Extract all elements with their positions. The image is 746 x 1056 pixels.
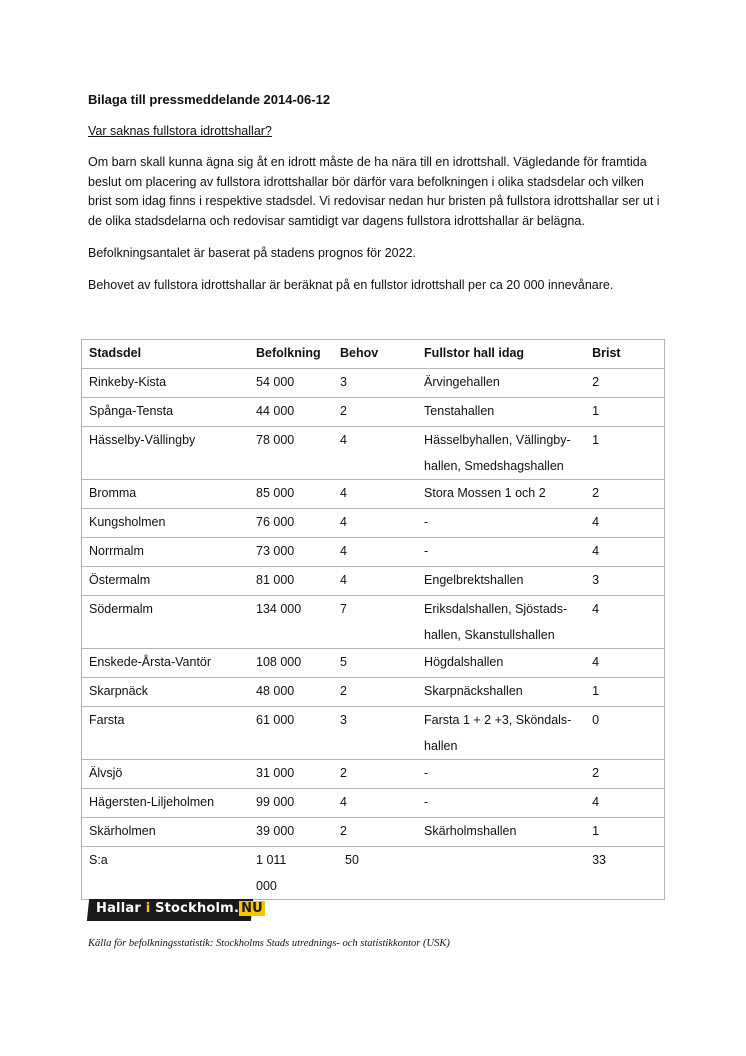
source-citation: Källa för befolkningsstatistik: Stockholms Stads utrednings- och statistikkontor (USK)	[88, 938, 450, 949]
cell-brist: 1	[585, 678, 664, 707]
cell-stadsdel: Enskede-Årsta-Vantör	[82, 649, 250, 678]
hall-line-2: hallen, Smedshagshallen	[424, 459, 564, 473]
cell-hall	[417, 789, 585, 818]
table-row	[82, 398, 665, 427]
cell-behov: 4	[333, 480, 417, 509]
cell-befolkning: 48 000	[249, 678, 333, 707]
cell-hall	[417, 509, 585, 538]
table-row	[82, 369, 665, 398]
cell-behov: 4	[333, 789, 417, 818]
cell-behov: 4	[333, 509, 417, 538]
hall-line-1: -	[424, 795, 429, 809]
cell-behov: 3	[333, 707, 417, 760]
logo-nu: NU	[241, 901, 263, 916]
cell-brist: 4	[585, 596, 664, 649]
cell-brist: 4	[585, 649, 664, 678]
total-hall	[417, 847, 585, 900]
logo-text	[96, 901, 271, 916]
cell-hall	[417, 818, 585, 847]
logo-word-i: i	[145, 901, 151, 916]
cell-stadsdel: Skarpnäck	[82, 678, 250, 707]
cell-behov: 2	[333, 398, 417, 427]
table-row	[82, 427, 665, 480]
cell-stadsdel: Kungsholmen	[82, 509, 250, 538]
cell-brist: 4	[585, 509, 664, 538]
cell-hall	[417, 538, 585, 567]
logo-exclamation: !	[264, 901, 272, 916]
header-hall: Fullstor hall idag	[417, 340, 585, 369]
total-behov: 50	[333, 847, 417, 900]
table-row	[82, 707, 665, 760]
cell-behov: 3	[333, 369, 417, 398]
population-basis-paragraph: Befolkningsantalet är baserat på stadens prognos för 2022.	[88, 246, 416, 260]
table-body	[82, 369, 665, 900]
header-brist: Brist	[585, 340, 664, 369]
cell-behov: 4	[333, 538, 417, 567]
cell-behov: 7	[333, 596, 417, 649]
hall-line-1: Hässelbyhallen, Vällingby-	[424, 433, 571, 447]
hall-line-1: Högdalshallen	[424, 655, 504, 669]
cell-brist: 2	[585, 760, 664, 789]
hall-line-2: hallen, Skanstullshallen	[424, 628, 555, 642]
cell-befolkning: 78 000	[249, 427, 333, 480]
header-befolkning: Befolkning	[249, 340, 333, 369]
cell-stadsdel: Södermalm	[82, 596, 250, 649]
cell-befolkning: 39 000	[249, 818, 333, 847]
cell-behov: 2	[333, 818, 417, 847]
cell-brist: 2	[585, 480, 664, 509]
hall-line-1: Engelbrektshallen	[424, 573, 524, 587]
table-header-row	[82, 340, 665, 369]
cell-hall	[417, 427, 585, 480]
cell-hall	[417, 678, 585, 707]
cell-stadsdel: Hässelby-Vällingby	[82, 427, 250, 480]
hall-line-1: Ärvingehallen	[424, 375, 500, 389]
header-stadsdel: Stadsdel	[82, 340, 250, 369]
cell-stadsdel: Skärholmen	[82, 818, 250, 847]
cell-hall	[417, 760, 585, 789]
table-row	[82, 789, 665, 818]
cell-behov: 4	[333, 567, 417, 596]
cell-befolkning: 76 000	[249, 509, 333, 538]
table-row	[82, 678, 665, 707]
cell-brist: 3	[585, 567, 664, 596]
need-calculation-paragraph: Behovet av fullstora idrottshallar är beräknat på en fullstor idrottshall per ca 20 000 innevånare.	[88, 278, 614, 292]
cell-befolkning: 31 000	[249, 760, 333, 789]
cell-brist: 1	[585, 398, 664, 427]
hall-line-1: Stora Mossen 1 och 2	[424, 486, 546, 500]
table-row	[82, 509, 665, 538]
logo-word-hallar: Hallar	[96, 901, 141, 916]
cell-stadsdel: Bromma	[82, 480, 250, 509]
cell-befolkning: 44 000	[249, 398, 333, 427]
cell-befolkning: 61 000	[249, 707, 333, 760]
cell-behov: 2	[333, 760, 417, 789]
logo-dot: .	[233, 901, 240, 916]
hall-line-1: Skärholmshallen	[424, 824, 517, 838]
cell-brist: 4	[585, 789, 664, 818]
hall-line-2: hallen	[424, 739, 458, 753]
hall-line-1: Skarpnäckshallen	[424, 684, 523, 698]
cell-stadsdel: Farsta	[82, 707, 250, 760]
cell-befolkning: 108 000	[249, 649, 333, 678]
header-behov: Behov	[333, 340, 417, 369]
cell-stadsdel: Älvsjö	[82, 760, 250, 789]
hall-line-1: Farsta 1 + 2 +3, Sköndals-	[424, 713, 572, 727]
cell-stadsdel: Hägersten-Liljeholmen	[82, 789, 250, 818]
cell-befolkning: 54 000	[249, 369, 333, 398]
cell-befolkning: 73 000	[249, 538, 333, 567]
table-row	[82, 480, 665, 509]
cell-befolkning: 81 000	[249, 567, 333, 596]
cell-befolkning: 134 000	[249, 596, 333, 649]
cell-behov: 4	[333, 427, 417, 480]
cell-hall	[417, 567, 585, 596]
cell-stadsdel: Norrmalm	[82, 538, 250, 567]
table-row	[82, 596, 665, 649]
table-row	[82, 760, 665, 789]
table-total-row	[82, 847, 665, 900]
total-brist: 33	[585, 847, 664, 900]
cell-hall	[417, 398, 585, 427]
cell-behov: 2	[333, 678, 417, 707]
hall-line-1: Tenstahallen	[424, 404, 495, 418]
cell-brist: 4	[585, 538, 664, 567]
total-befolkning: 1 011 000	[249, 847, 333, 900]
cell-brist: 1	[585, 818, 664, 847]
document-title: Bilaga till pressmeddelande 2014-06-12	[88, 92, 331, 107]
cell-brist: 0	[585, 707, 664, 760]
cell-hall	[417, 649, 585, 678]
cell-hall	[417, 707, 585, 760]
logo-word-stockholm: Stockholm	[155, 901, 234, 916]
hall-line-1: Eriksdalshallen, Sjöstads-	[424, 602, 568, 616]
hall-line-1: -	[424, 515, 429, 529]
hall-line-1: -	[424, 766, 429, 780]
table-row	[82, 818, 665, 847]
sports-hall-table	[81, 339, 665, 900]
hall-line-1: -	[424, 544, 429, 558]
cell-stadsdel: Spånga-Tensta	[82, 398, 250, 427]
table-row	[82, 567, 665, 596]
table-row	[82, 538, 665, 567]
cell-brist: 2	[585, 369, 664, 398]
cell-hall	[417, 596, 585, 649]
table-row	[82, 649, 665, 678]
cell-befolkning: 85 000	[249, 480, 333, 509]
cell-befolkning: 99 000	[249, 789, 333, 818]
cell-stadsdel: Rinkeby-Kista	[82, 369, 250, 398]
cell-brist: 1	[585, 427, 664, 480]
cell-stadsdel: Östermalm	[82, 567, 250, 596]
intro-paragraph: Om barn skall kunna ägna sig åt en idrott måste de ha nära till en idrottshall. Vägledande för framtida beslut om placering av fullstora idrottshallar bör därför vara befolkningen i olika stadsdelar och vilken brist som idag finns i respektive stadsdel. Vi redovisar nedan hur bristen på fullstora idrottshallar ser ut i de olika stadsdelarna och redovisar samtidigt var dagens fullstora idrottshallar är belägna.	[88, 155, 660, 228]
total-label: S:a	[82, 847, 250, 900]
cell-behov: 5	[333, 649, 417, 678]
cell-hall	[417, 369, 585, 398]
cell-hall	[417, 480, 585, 509]
section-heading: Var saknas fullstora idrottshallar?	[88, 124, 272, 138]
